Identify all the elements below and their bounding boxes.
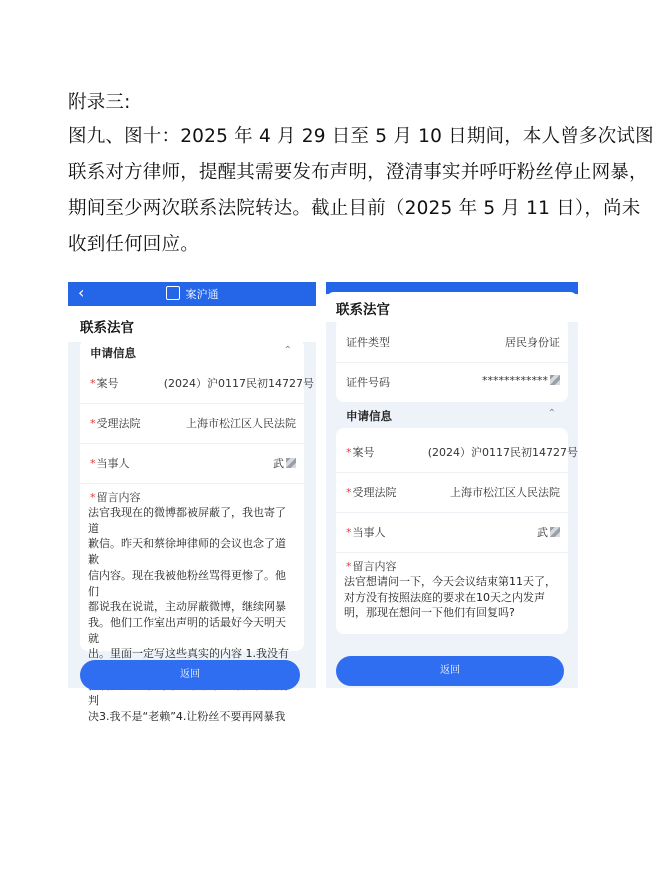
section-title: 申请信息 [346, 409, 392, 423]
field-case-number: *案号 (2024）沪0117民初14727号 [80, 363, 304, 404]
field-id-type: 证件类型 居民身份证 [336, 322, 568, 363]
field-court: *受理法院 上海市松江区人民法院 [80, 403, 304, 444]
appendix-paragraph [68, 119, 654, 263]
field-id-number: 证件号码 ************ [336, 362, 568, 402]
field-party: *当事人 武 [336, 512, 568, 553]
page-title: 联系法官 [80, 320, 134, 336]
field-case-number: *案号 (2024）沪0117民初14727号 [336, 432, 568, 473]
field-court: *受理法院 上海市松江区人民法院 [336, 472, 568, 513]
message-content: 法官想请问一下，今天会议结束第11天了， 对方没有按照法庭的要求在10天之内发声 明，那现在想问一下他们有回复吗? [344, 575, 556, 620]
court-logo-icon [166, 286, 180, 300]
app-title: 案沪通 [68, 286, 316, 303]
section-title: 申请信息 [90, 346, 136, 360]
message-label: *留言内容 [346, 560, 397, 573]
paragraph-line: 图九、图十：2025 年 4 月 29 日至 5 月 10 日期间，本人曾多次试图 [68, 126, 654, 147]
paragraph-line: 收到任何回应。 [68, 234, 199, 255]
appendix-heading: 附录三: [68, 92, 131, 113]
redaction-mosaic [550, 527, 560, 537]
chevron-up-icon[interactable]: ⌃ [283, 345, 292, 356]
screenshot-right [326, 282, 578, 688]
return-button[interactable]: 返回 [336, 656, 564, 686]
message-content: 法官我现在的微博都被屏蔽了，我也寄了道 歉信。昨天和蔡徐坤律师的会议也念了道歉 信内容。现在我被他粉丝骂得更惨了。他们 都说我在说谎，主动屏蔽微博，继续网暴 我。他们工作室出声明的话最好今天明天就 出。里面一定写这些真实的内容 1.我没有 判 决3.我不是“老赖”4.让粉丝不要再网暴我 [88, 506, 289, 724]
message-label: *留言内容 [90, 491, 141, 504]
app-navbar [68, 282, 316, 306]
field-party: *当事人 武 [80, 443, 304, 484]
screenshot-left [68, 282, 316, 724]
paragraph-line: 期间至少两次联系法院转达。截止目前（2025 年 5 月 11 日），尚未 [68, 198, 641, 219]
chevron-up-icon[interactable]: ⌃ [547, 408, 556, 419]
return-button[interactable]: 返回 [80, 660, 300, 690]
paragraph-line: 联系对方律师，提醒其需要发布声明，澄清事实并呼吁粉丝停止网暴， [68, 162, 648, 183]
application-info-card [336, 428, 578, 634]
page-title: 联系法官 [336, 302, 390, 318]
back-arrow-icon[interactable]: ‹ [78, 283, 85, 302]
redaction-mosaic [550, 375, 560, 385]
redaction-mosaic [286, 458, 296, 468]
id-info-card [336, 318, 568, 402]
